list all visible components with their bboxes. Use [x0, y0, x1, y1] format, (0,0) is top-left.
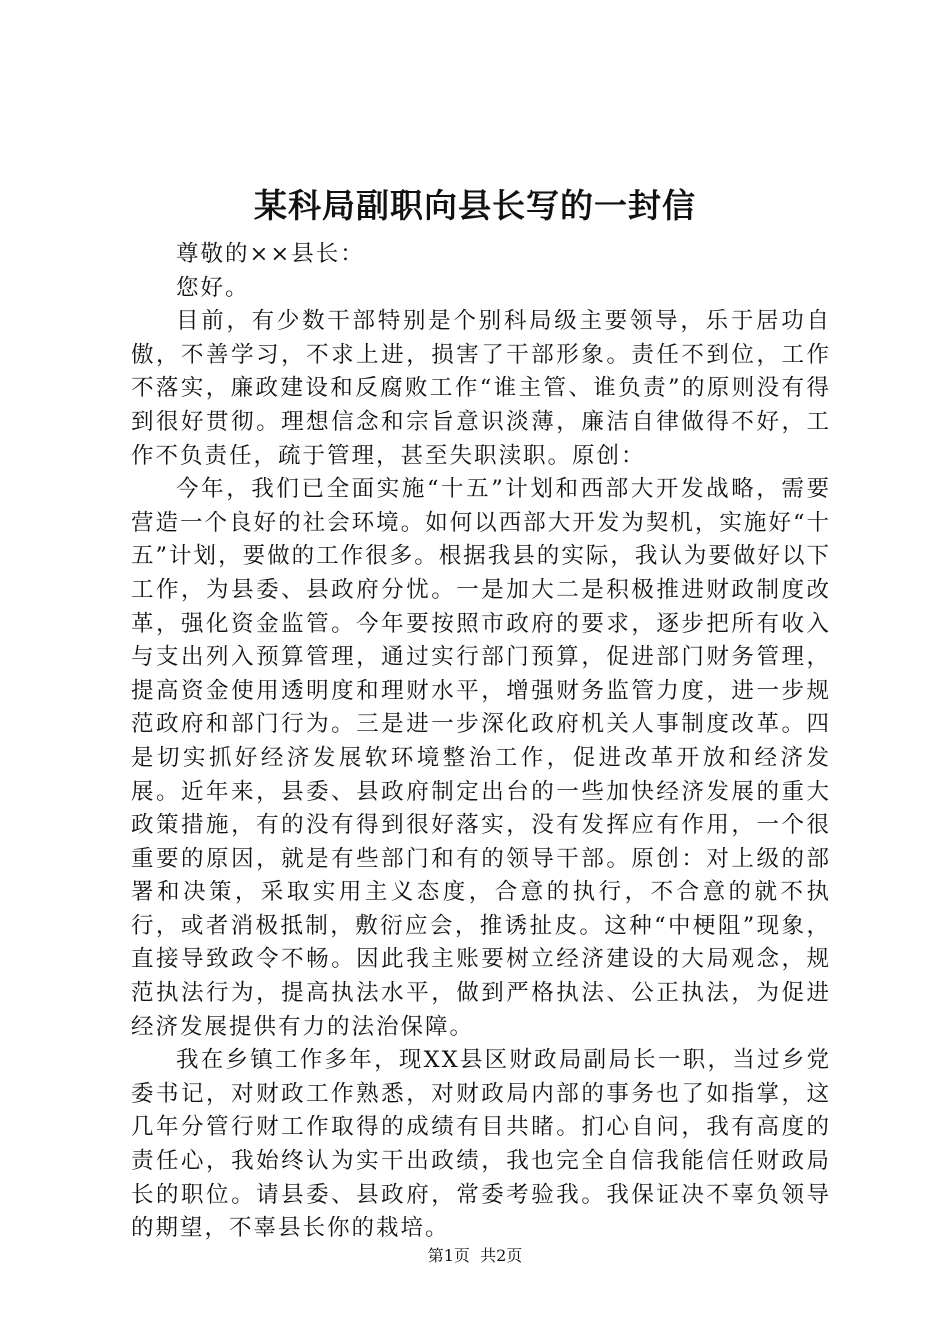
body-paragraph: 今年，我们已全面实施“十五”计划和西部大开发战略，需要营造一个良好的社会环境。如何以西部大开发为契机，实施好“十五”计划，要做的工作很多。根据我县的实际，我认为要做好以下工作，为县委、县政府分忧。一是加大二是积极推进财政制度改革，强化资金监管。今年要按照市政府的要求，逐步把所有收入与支出列入预算管理，通过实行部门预算，促进部门财务管理，提高资金使用透明度和理财水平，增强财务监管力度，进一步规范政府和部门行为。三是进一步深化政府机关人事制度改革。四是切实抓好经济发展软环境整治工作，促进改革开放和经济发展。近年来，县委、县政府制定出台的一些加快经济发展的重大政策措施，有的没有得到很好落实，没有发挥应有作用，一个很重要的原因，就是有些部门和有的领导干部。原创：对上级的部署和决策，采取实用主义态度，合意的执行，不合意的就不执行，或者消极抵制，敷衍应会，推诱扯皮。这种“中梗阻”现象，直接导致政令不畅。因此我主账要树立经济建设的大局观念，规范执法行为，提高执法水平，做到严格执法、公正执法，为促进经济发展提供有力的法治保障。: [131, 476, 831, 1040]
body-paragraph: 目前，有少数干部特别是个别科局级主要领导，乐于居功自傲，不善学习，不求上进，损害了干部形象。责任不到位，工作不落实，廉政建设和反腐败工作“谁主管、谁负责”的原则没有得到很好贯彻。理想信念和宗旨意识淡薄，廉洁自律做得不好，工作不负责任，疏于管理，甚至失职渎职。原创：: [131, 308, 831, 469]
page-number: 第1页: [427, 1246, 470, 1265]
salutation: 尊敬的××县长：: [176, 241, 365, 267]
footer-separator: [470, 1246, 480, 1265]
page-footer: [0, 1245, 950, 1267]
document-body: [131, 238, 831, 1246]
greeting: 您好。: [176, 274, 250, 301]
document-title: 某科局副职向县长写的一封信: [254, 186, 696, 225]
page-total: 共2页: [480, 1246, 523, 1265]
body-paragraph: 我在乡镇工作多年，现XX县区财政局副局长一职，当过乡党委书记，对财政工作熟悉，对财政局内部的事务也了如指掌，这几年分管行财工作取得的成绩有目共睹。扪心自问，我有高度的责任心，我始终认为实干出政绩，我也完全自信我能信任财政局长的职位。请县委、县政府，常委考验我。我保证决不辜负领导的期望，不辜县长你的栽培。: [131, 1047, 831, 1242]
